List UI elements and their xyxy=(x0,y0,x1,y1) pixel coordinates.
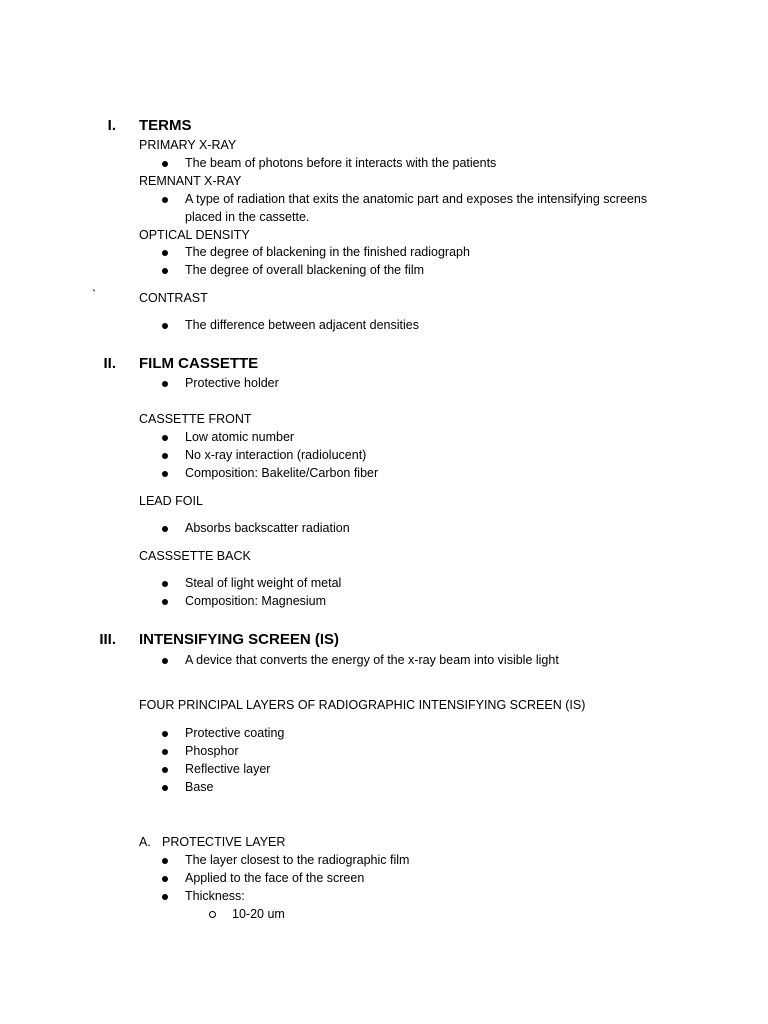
list-item-continuation: placed in the cassette. xyxy=(185,210,310,224)
term-label-lead-foil: LEAD FOIL xyxy=(139,494,203,508)
term-label-cassette-front: CASSETTE FRONT xyxy=(139,412,252,426)
bullet-icon xyxy=(162,651,172,669)
list-item: The difference between adjacent densities xyxy=(185,318,419,332)
stray-mark: ` xyxy=(92,288,97,302)
bullet-icon xyxy=(162,428,172,446)
bullet-icon xyxy=(162,724,172,742)
list-item: A device that converts the energy of the x-ray beam into visible light xyxy=(185,653,559,667)
section-numeral-1: I. xyxy=(107,117,116,134)
list-item: The degree of overall blackening of the film xyxy=(185,263,425,277)
bullet-icon xyxy=(162,887,172,905)
list-item: Absorbs backscatter radiation xyxy=(185,521,350,535)
list-item: Phosphor xyxy=(185,744,239,758)
bullet-icon xyxy=(162,261,172,279)
list-item: Reflective layer xyxy=(185,762,271,776)
bullet-icon xyxy=(162,446,172,464)
bullet-icon xyxy=(162,574,172,592)
list-item: Thickness: xyxy=(185,889,245,903)
bullet-icon xyxy=(162,778,172,796)
bullet-icon xyxy=(162,851,172,869)
bullet-icon xyxy=(162,464,172,482)
list-item: A type of radiation that exits the anatomic part and exposes the intensifying screens xyxy=(185,192,648,206)
bullet-icon xyxy=(162,760,172,778)
bullet-icon xyxy=(162,519,172,537)
list-item: Low atomic number xyxy=(185,430,295,444)
list-item: Composition: Magnesium xyxy=(185,594,327,608)
list-item: Base xyxy=(185,780,214,794)
bullet-icon xyxy=(162,592,172,610)
section-heading-terms: TERMS xyxy=(139,117,192,134)
list-item: The beam of photons before it interacts with the patients xyxy=(185,156,497,170)
term-label-optical-density: OPTICAL DENSITY xyxy=(139,228,250,242)
bullet-icon xyxy=(162,374,172,392)
subsection-heading-protective-layer: PROTECTIVE LAYER xyxy=(162,835,286,849)
term-label-cassette-back: CASSSETTE BACK xyxy=(139,549,251,563)
bullet-icon xyxy=(162,742,172,760)
circle-bullet-icon xyxy=(209,905,219,923)
list-item: Protective holder xyxy=(185,376,279,390)
term-label-four-layers: FOUR PRINCIPAL LAYERS OF RADIOGRAPHIC INTENSIFYING SCREEN (IS) xyxy=(139,698,586,712)
list-item: Applied to the face of the screen xyxy=(185,871,365,885)
section-numeral-2: II. xyxy=(103,355,116,372)
list-item: The layer closest to the radiographic film xyxy=(185,853,410,867)
term-label-contrast: CONTRAST xyxy=(139,291,208,305)
list-item: Steal of light weight of metal xyxy=(185,576,342,590)
term-label-primary-xray: PRIMARY X-RAY xyxy=(139,138,237,152)
section-heading-film-cassette: FILM CASSETTE xyxy=(139,355,259,372)
list-item: Protective coating xyxy=(185,726,285,740)
term-label-remnant-xray: REMNANT X-RAY xyxy=(139,174,242,188)
list-item: The degree of blackening in the finished radiograph xyxy=(185,245,470,259)
bullet-icon xyxy=(162,154,172,172)
sub-list-item: 10-20 um xyxy=(232,907,285,921)
bullet-icon xyxy=(162,316,172,334)
list-item: Composition: Bakelite/Carbon fiber xyxy=(185,466,379,480)
bullet-icon xyxy=(162,869,172,887)
section-heading-intensifying-screen: INTENSIFYING SCREEN (IS) xyxy=(139,631,340,648)
list-item: No x-ray interaction (radiolucent) xyxy=(185,448,367,462)
bullet-icon xyxy=(162,243,172,261)
section-numeral-3: III. xyxy=(99,631,116,648)
bullet-icon xyxy=(162,190,172,208)
subsection-letter: A. xyxy=(139,835,151,849)
